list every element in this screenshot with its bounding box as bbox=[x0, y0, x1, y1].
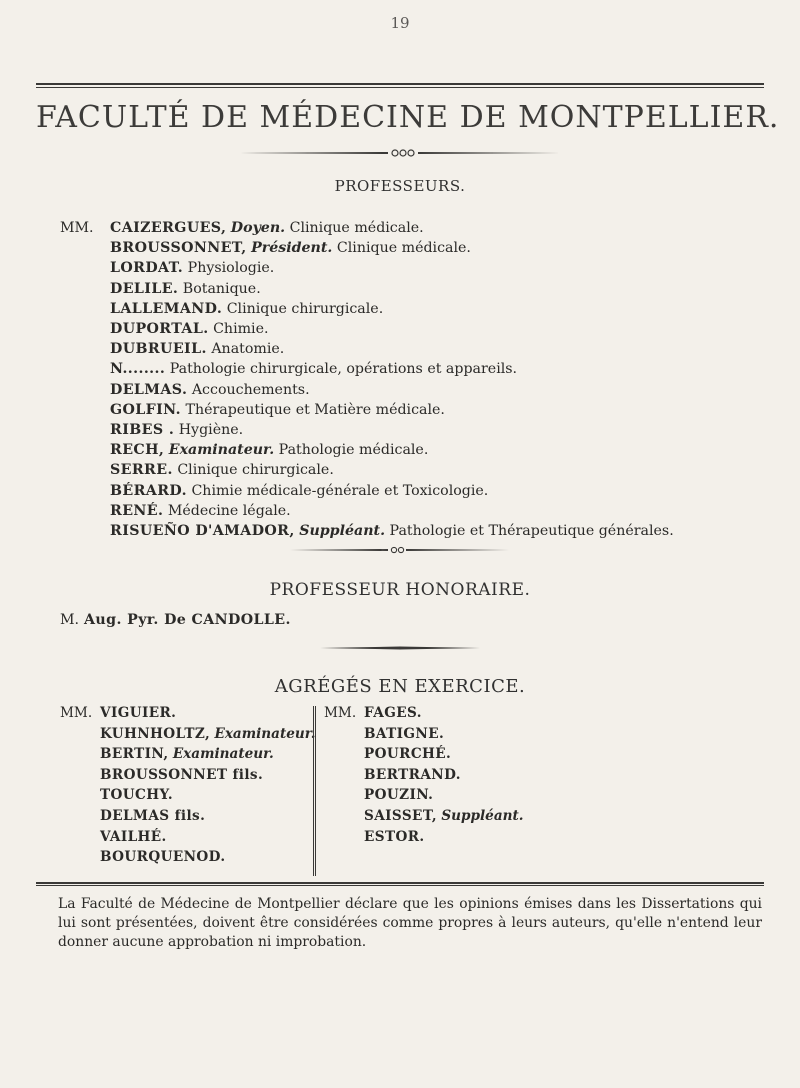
agrege-title: Suppléant. bbox=[441, 807, 524, 824]
professor-name: CAIZERGUES, bbox=[110, 220, 227, 236]
agrege-name: VAILHÉ. bbox=[100, 828, 167, 845]
professor-row bbox=[60, 521, 780, 541]
professor-row bbox=[60, 380, 780, 400]
faculty-title: FACULTÉ DE MÉDECINE DE MONTPELLIER. bbox=[36, 100, 780, 135]
professeurs-list bbox=[60, 218, 780, 541]
professor-subject: Chimie médicale-générale et Toxicologie. bbox=[191, 482, 489, 499]
agrege-row bbox=[324, 785, 624, 806]
professor-name: N........ bbox=[110, 361, 166, 378]
professeurs-heading: PROFESSEURS. bbox=[334, 177, 466, 195]
top-double-rule bbox=[36, 83, 764, 88]
agrege-row bbox=[60, 765, 310, 786]
professor-name: SERRE. bbox=[110, 462, 173, 479]
professor-name: BROUSSONNET, bbox=[110, 240, 247, 257]
agrege-row bbox=[324, 703, 624, 724]
professor-subject: Clinique chirurgicale. bbox=[226, 300, 384, 317]
professor-row bbox=[60, 420, 780, 440]
agrege-name: BROUSSONNET fils. bbox=[100, 766, 264, 783]
agreges-heading: AGRÉGÉS EN EXERCICE. bbox=[274, 676, 526, 697]
agrege-row bbox=[60, 827, 310, 848]
professor-subject: Thérapeutique et Matière médicale. bbox=[185, 401, 445, 418]
professor-name: RIBES . bbox=[110, 422, 175, 439]
professor-subject: Pathologie médicale. bbox=[278, 442, 429, 459]
professor-row bbox=[60, 258, 780, 278]
agrege-name: BOURQUENOD. bbox=[100, 849, 226, 866]
ornament-divider-1 bbox=[238, 148, 562, 158]
agrege-row bbox=[60, 744, 310, 765]
agrege-row bbox=[60, 724, 316, 745]
honoraire-entry bbox=[60, 612, 291, 628]
agrege-name: POUZIN. bbox=[364, 787, 434, 804]
agreges-left-column bbox=[60, 703, 316, 868]
ornament-divider-2 bbox=[288, 546, 512, 554]
professor-subject: Pathologie et Thérapeutique générales. bbox=[389, 523, 674, 540]
professor-name: DUBRUEIL. bbox=[110, 341, 207, 358]
agrege-row bbox=[60, 785, 310, 806]
professor-row bbox=[60, 440, 780, 460]
professor-name: LORDAT. bbox=[110, 260, 184, 277]
agrege-row bbox=[324, 806, 624, 827]
column-divider bbox=[313, 706, 316, 876]
professor-title: Examinateur. bbox=[168, 442, 275, 459]
professor-row bbox=[60, 218, 780, 238]
agrege-name: DELMAS fils. bbox=[100, 807, 206, 824]
bottom-double-rule bbox=[36, 882, 764, 886]
agrege-name: SAISSET, bbox=[364, 807, 437, 824]
agrege-row bbox=[324, 724, 624, 745]
professor-subject: Clinique chirurgicale. bbox=[177, 462, 334, 479]
agrege-row bbox=[324, 765, 624, 786]
ornament-divider-3 bbox=[318, 645, 482, 651]
professor-name: RENÉ. bbox=[110, 502, 164, 519]
professor-title: Suppléant. bbox=[299, 523, 386, 540]
agrege-name: BATIGNE. bbox=[364, 725, 445, 742]
professor-title: Président. bbox=[251, 240, 333, 257]
professor-subject: Pathologie chirurgicale, opérations et appareils. bbox=[169, 361, 518, 378]
professor-name: DELMAS. bbox=[110, 381, 188, 398]
agrege-name: BERTIN, bbox=[100, 746, 169, 763]
mm-prefix: MM. bbox=[324, 705, 357, 721]
professor-subject: Clinique médicale. bbox=[336, 240, 471, 257]
agrege-row bbox=[60, 703, 310, 724]
agrege-title: Examinateur. bbox=[214, 725, 316, 742]
agrege-row bbox=[324, 744, 624, 765]
agrege-name: FAGES. bbox=[364, 705, 422, 721]
professor-row bbox=[60, 279, 780, 299]
professor-subject: Médecine légale. bbox=[167, 502, 291, 519]
agrege-name: KUHNHOLTZ, bbox=[100, 725, 211, 742]
professor-name: DUPORTAL. bbox=[110, 321, 209, 338]
professor-row bbox=[60, 319, 780, 339]
agrege-name: VIGUIER. bbox=[100, 705, 177, 721]
professor-title: Doyen. bbox=[230, 220, 286, 236]
professor-row bbox=[60, 460, 780, 480]
professor-name: RECH, bbox=[110, 442, 165, 459]
professor-name: RISUEÑO D'AMADOR, bbox=[110, 523, 295, 540]
agrege-row bbox=[60, 806, 310, 827]
professor-subject: Clinique médicale. bbox=[289, 220, 424, 236]
professor-subject: Botanique. bbox=[182, 280, 261, 297]
professor-row bbox=[60, 339, 780, 359]
mm-prefix: MM. bbox=[60, 220, 94, 236]
professor-name: DELILE. bbox=[110, 280, 179, 297]
agrege-row bbox=[60, 847, 310, 868]
professor-row bbox=[60, 481, 780, 501]
mm-prefix: MM. bbox=[60, 705, 93, 721]
agreges-right-column bbox=[324, 703, 624, 847]
professor-name: LALLEMAND. bbox=[110, 300, 223, 317]
agrege-title: Examinateur. bbox=[172, 746, 274, 763]
professor-row bbox=[60, 400, 780, 420]
agrege-row bbox=[324, 827, 624, 848]
honoraire-heading: PROFESSEUR HONORAIRE. bbox=[269, 580, 531, 600]
agrege-name: BERTRAND. bbox=[364, 766, 461, 783]
agrege-name: POURCHÉ. bbox=[364, 746, 452, 763]
professor-subject: Hygiène. bbox=[178, 422, 244, 439]
professor-row bbox=[60, 359, 780, 379]
professor-subject: Chimie. bbox=[213, 321, 269, 338]
disclaimer-text: La Faculté de Médecine de Montpellier déclare que les opinions émises dans les Dissertations qui lui sont présentées, doivent être considérées comme propres à leurs auteurs, qu'elle n'entend leur donner aucune approbation ni improbation. bbox=[58, 896, 762, 950]
page-number: 19 bbox=[390, 14, 410, 32]
agrege-name: TOUCHY. bbox=[100, 787, 173, 804]
professor-subject: Physiologie. bbox=[187, 260, 275, 277]
professor-subject: Anatomie. bbox=[211, 341, 285, 358]
professor-name: BÉRARD. bbox=[110, 482, 187, 499]
professor-row bbox=[60, 238, 780, 258]
honoraire-name: Aug. Pyr. De CANDOLLE. bbox=[84, 612, 291, 628]
professor-row bbox=[60, 299, 780, 319]
agrege-name: ESTOR. bbox=[364, 828, 425, 845]
professor-name: GOLFIN. bbox=[110, 401, 181, 418]
professor-row bbox=[60, 501, 780, 521]
honoraire-prefix: M. bbox=[60, 612, 80, 628]
professor-subject: Accouchements. bbox=[191, 381, 310, 398]
